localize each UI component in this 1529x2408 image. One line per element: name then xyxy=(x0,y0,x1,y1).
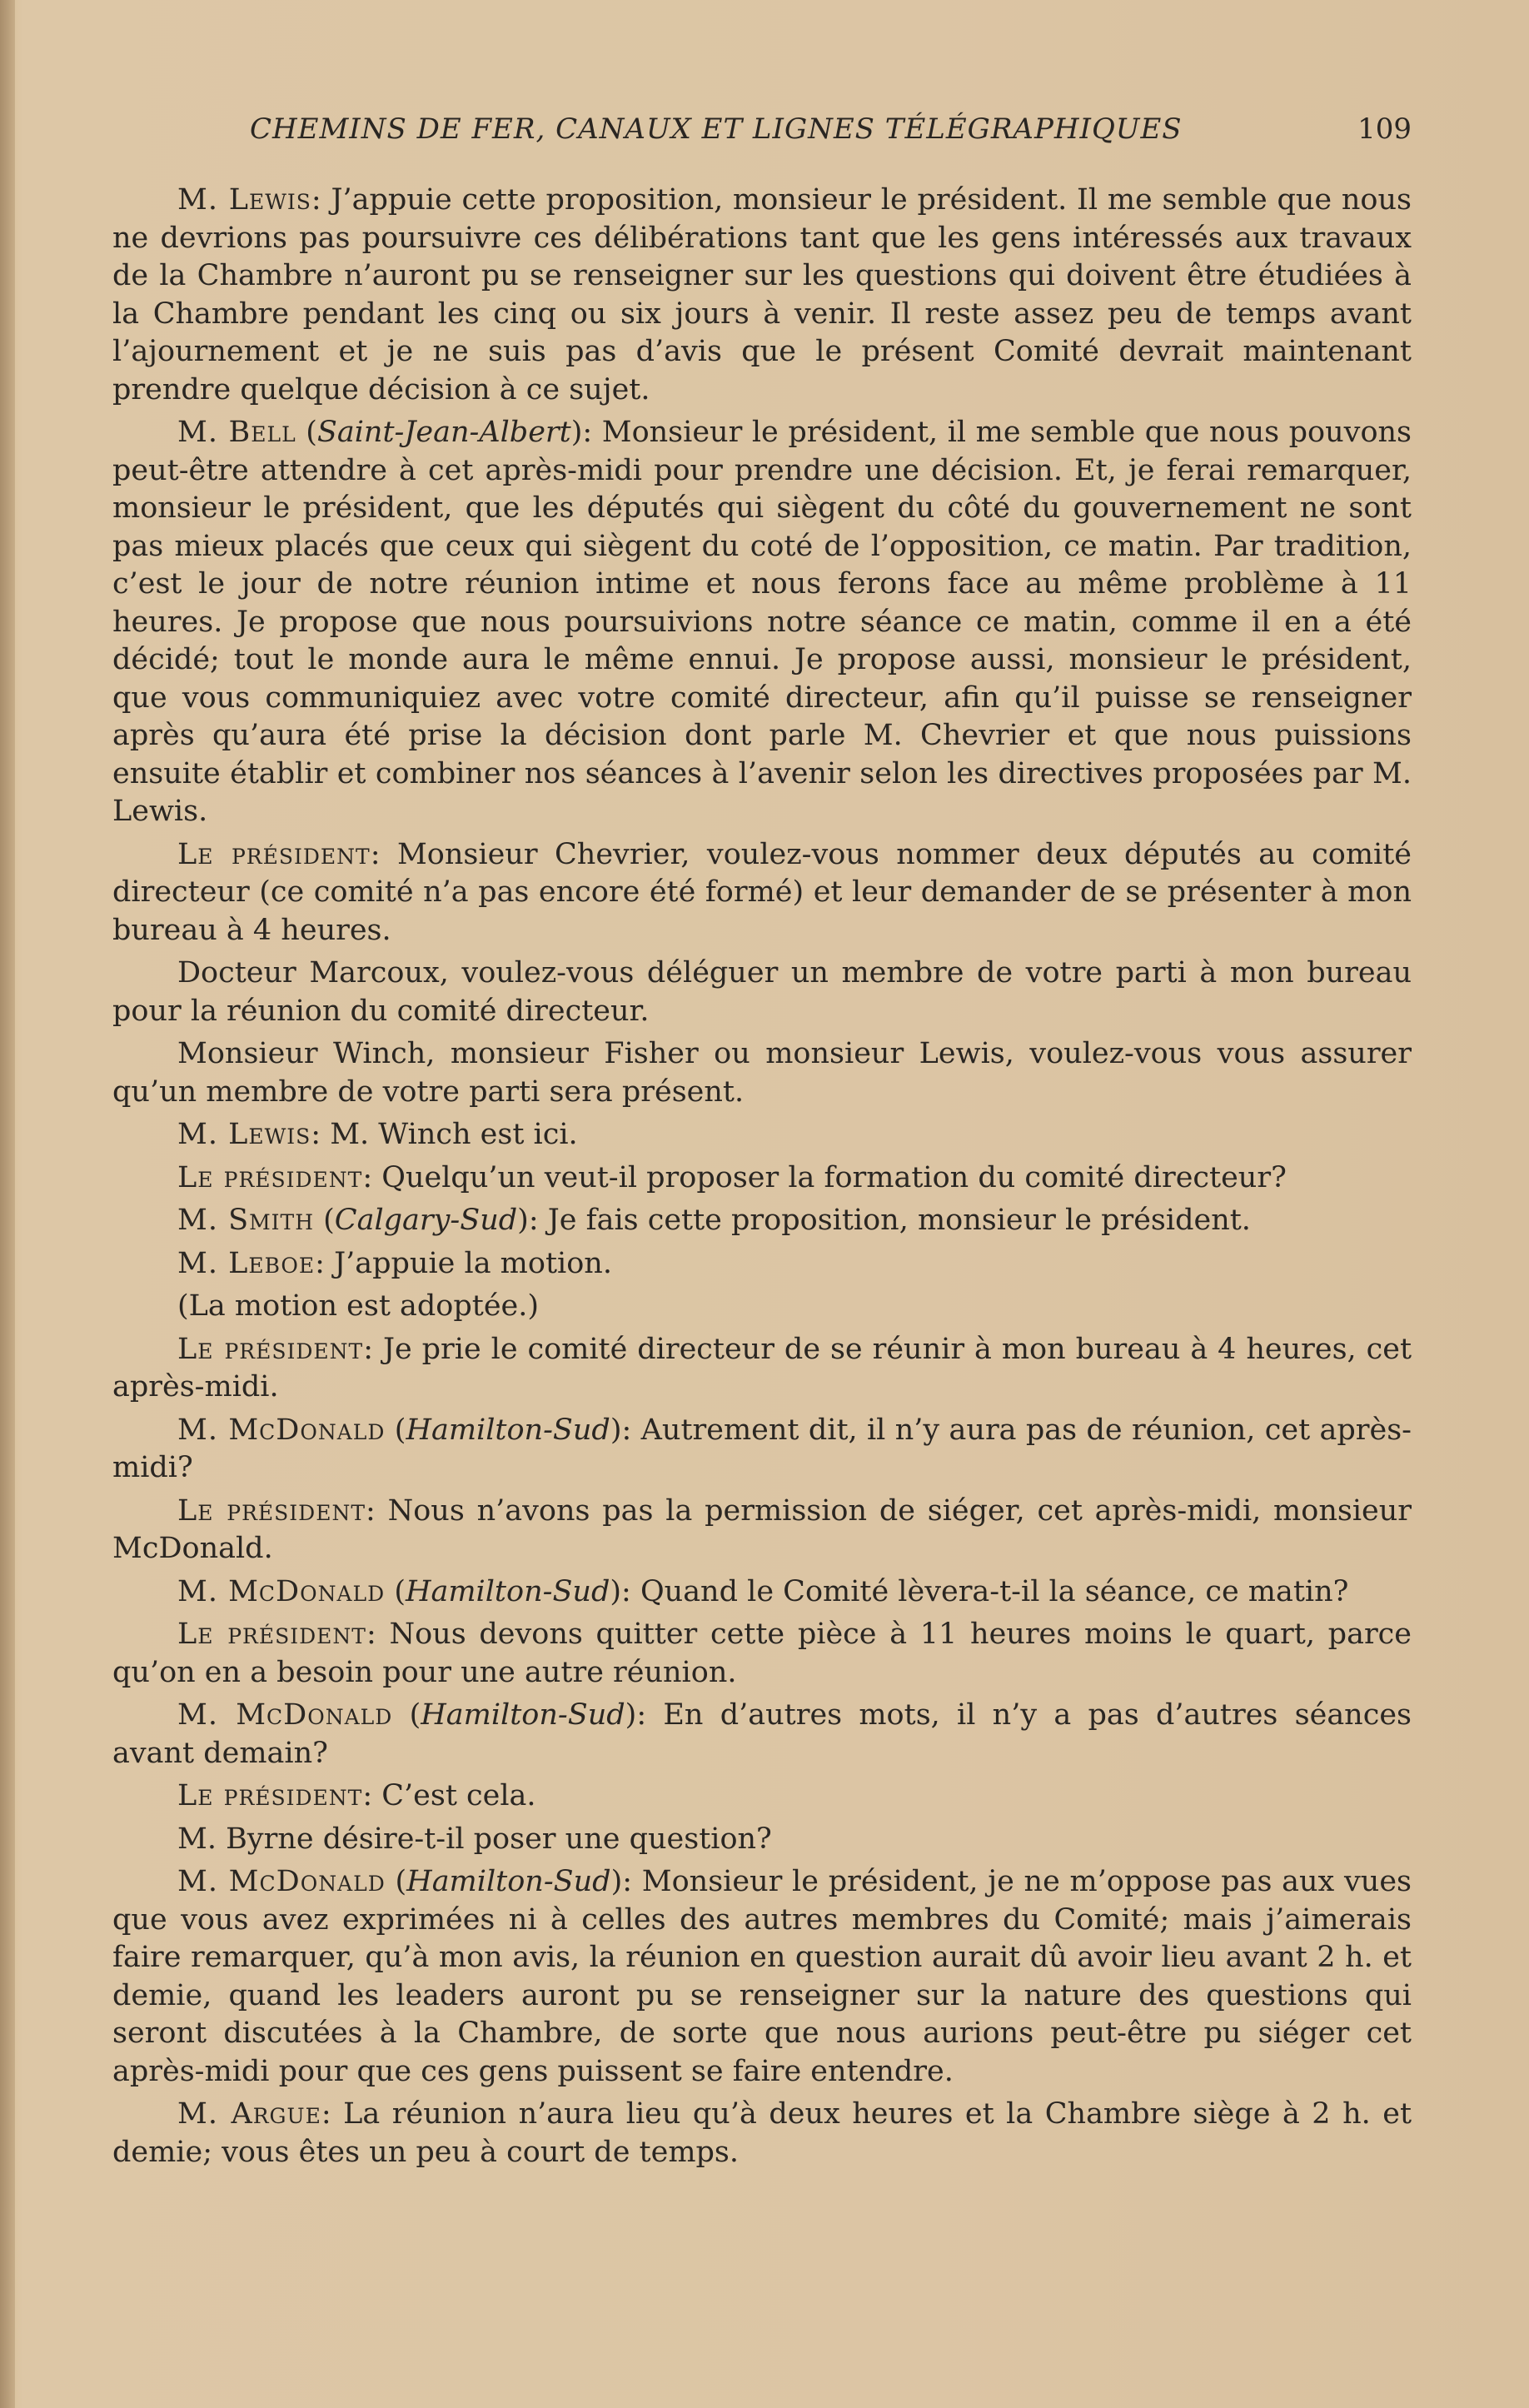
transcript-paragraph: Le président: C’est cela. xyxy=(177,1779,536,1812)
page-number: 109 xyxy=(1357,112,1412,146)
transcript-paragraph: M. Lewis: J’appuie cette proposition, monsieur le président. Il me semble que nous ne devrions pas poursuivre ces délibérations tant que les gens intéressés aux travaux de la Chambre n’auront pu se renseigner sur les questions qui doivent être étudiées à la Chambre pendant les cinq ou six jours à venir. Il reste assez peu de temps avant l’ajournement et je ne suis pas d’avis que le présent Comité devrait maintenant prendre quelque décision à ce sujet. xyxy=(112,183,1412,406)
transcript-paragraph xyxy=(112,1288,1412,1326)
speaker-name: M. McDonald xyxy=(177,1865,386,1898)
paragraph-text: M. Winch est ici. xyxy=(330,1118,578,1151)
transcript-paragraph xyxy=(112,1821,1412,1859)
paragraph-text: J’appuie la motion. xyxy=(334,1246,612,1280)
speaker-name: M. Smith xyxy=(177,1204,315,1237)
speaker-name: Le président xyxy=(177,1779,363,1812)
transcript-paragraph: Le président: Quelqu’un veut-il proposer la formation du comité directeur? xyxy=(177,1160,1287,1194)
paragraph-text: Monsieur le président, je ne m’oppose pas aux vues que vous avez exprimées ni à celles des autres membres du Comité; mais j’aimerais faire remarquer, qu’à mon avis, la réunion en question aurait dû avoir lieu avant 2 h. et demie, quand les leaders auront pu se renseigner sur la nature des questions qui seront discutées à la Chambre, de sorte que nous aurions peut-être pu siéger cet après-midi pour que ces gens puissent se faire entendre. xyxy=(112,1865,1412,2088)
paragraph-text: Nous devons quitter cette pièce à 11 heures moins le quart, parce qu’on en a besoin pour une autre réunion. xyxy=(112,1618,1412,1689)
paragraph-text: C’est cela. xyxy=(381,1779,536,1812)
transcript-paragraph: M. McDonald (Hamilton-Sud): Monsieur le président, je ne m’oppose pas aux vues que vous avez exprimées ni à celles des autres membres du Comité; mais j’aimerais faire remarquer, qu’à mon avis, la réunion en question aurait dû avoir lieu avant 2 h. et demie, quand les leaders auront pu se renseigner sur la nature des questions qui seront discutées à la Chambre, de sorte que nous aurions peut-être pu siéger cet après-midi pour que ces gens puissent se faire entendre. xyxy=(112,1865,1412,2088)
transcript-paragraph: M. Leboe: J’appuie la motion. xyxy=(177,1246,612,1280)
transcript-paragraph: M. Bell (Saint-Jean-Albert): Monsieur le président, il me semble que nous pouvons peut-être attendre à cet après-midi pour prendre une décision. Et, je ferai remarquer, monsieur le président, que les députés qui siègent du côté du gouvernement ne sont pas mieux placés que ceux qui siègent du coté de l’opposition, ce matin. Par tradition, c’est le jour de notre réunion intime et nous ferons face au même problème à 11 heures. Je propose que nous poursuivions notre séance ce matin, comme il en a été décidé; tout le monde aura le même ennui. Je propose aussi, monsieur le président, que vous communiquiez avec votre comité directeur, afin qu’il puisse se renseigner après qu’aura été prise la décision dont parle M. Chevrier et que nous puissions ensuite établir et combiner nos séances à l’avenir selon les directives proposées par M. Lewis. xyxy=(112,416,1412,828)
running-title: CHEMINS DE FER, CANAUX ET LIGNES TÉLÉGRAPHIQUES xyxy=(250,112,1183,146)
transcript-paragraph: M. McDonald (Hamilton-Sud): En d’autres mots, il n’y a pas d’autres séances avant demain? xyxy=(112,1698,1412,1770)
transcript-body xyxy=(112,182,1412,2176)
paragraph-text: Monsieur le président, il me semble que nous pouvons peut-être attendre à cet après-midi pour prendre une décision. Et, je ferai remarquer, monsieur le président, que les députés qui siègent du côté du gouvernement ne sont pas mieux placés que ceux qui siègent du coté de l’opposition, ce matin. Par tradition, c’est le jour de notre réunion intime et nous ferons face au même problème à 11 heures. Je propose que nous poursuivions notre séance ce matin, comme il en a été décidé; tout le monde aura le même ennui. Je propose aussi, monsieur le président, que vous communiquiez avec votre comité directeur, afin qu’il puisse se renseigner après qu’aura été prise la décision dont parle M. Chevrier et que nous puissions ensuite établir et combiner nos séances à l’avenir selon les directives proposées par M. Lewis. xyxy=(112,416,1412,828)
speaker-name: Le président xyxy=(177,1332,364,1366)
speaker-riding: Hamilton-Sud xyxy=(406,1865,611,1898)
page-binding-edge xyxy=(0,0,15,2408)
transcript-paragraph: M. McDonald (Hamilton-Sud): Quand le Comité lèvera-t-il la séance, ce matin? xyxy=(177,1574,1349,1608)
paragraph-text: Monsieur Winch, monsieur Fisher ou monsieur Lewis, voulez-vous vous assurer qu’un membre de votre parti sera présent. xyxy=(112,1037,1412,1109)
speaker-riding: Saint-Jean-Albert xyxy=(316,416,571,449)
paragraph-text: (La motion est adoptée.) xyxy=(177,1289,540,1323)
speaker-name: M. Leboe xyxy=(177,1246,316,1280)
speaker-name: Le président xyxy=(177,837,371,871)
transcript-paragraph: M. Smith (Calgary-Sud): Je fais cette proposition, monsieur le président. xyxy=(177,1204,1251,1237)
speaker-riding: Hamilton-Sud xyxy=(405,1574,610,1608)
paragraph-text: Je fais cette proposition, monsieur le président. xyxy=(547,1204,1251,1237)
transcript-paragraph xyxy=(112,955,1412,1030)
speaker-name: Le président xyxy=(177,1160,363,1194)
speaker-name: M. McDonald xyxy=(177,1413,386,1447)
speaker-name: M. Argue xyxy=(177,2097,321,2131)
paragraph-text: M. Byrne désire-t-il poser une question? xyxy=(177,1822,772,1856)
paragraph-text: En d’autres mots, il n’y a pas d’autres séances avant demain? xyxy=(112,1698,1412,1770)
speaker-name: Le président xyxy=(177,1493,366,1528)
speaker-riding: Calgary-Sud xyxy=(334,1204,518,1237)
transcript-paragraph xyxy=(112,1035,1412,1111)
transcript-paragraph: Le président: Monsieur Chevrier, voulez-vous nommer deux députés au comité directeur (ce comité n’a pas encore été formé) et leur demander de se présenter à mon bureau à 4 heures. xyxy=(112,837,1412,947)
paragraph-text: Monsieur Chevrier, voulez-vous nommer deux députés au comité directeur (ce comité n’a pas encore été formé) et leur demander de se présenter à mon bureau à 4 heures. xyxy=(112,837,1412,947)
transcript-paragraph: M. Argue: La réunion n’aura lieu qu’à deux heures et la Chambre siège à 2 h. et demie; vous êtes un peu à court de temps. xyxy=(112,2097,1412,2169)
transcript-paragraph: M. McDonald (Hamilton-Sud): Autrement dit, il n’y aura pas de réunion, cet après-midi? xyxy=(112,1413,1412,1484)
paragraph-text: Nous n’avons pas la permission de siéger, cet après-midi, monsieur McDonald. xyxy=(112,1493,1412,1565)
paragraph-text: Autrement dit, il n’y aura pas de réunion, cet après-midi? xyxy=(112,1413,1412,1484)
paragraph-text: Docteur Marcoux, voulez-vous déléguer un membre de votre parti à mon bureau pour la réunion du comité directeur. xyxy=(112,956,1412,1028)
speaker-riding: Hamilton-Sud xyxy=(421,1698,625,1732)
speaker-name: M. Lewis xyxy=(177,1118,311,1151)
transcript-paragraph: Le président: Nous devons quitter cette pièce à 11 heures moins le quart, parce qu’on en a besoin pour une autre réunion. xyxy=(112,1618,1412,1689)
speaker-name: M. Lewis xyxy=(177,183,311,217)
transcript-paragraph: Le président: Je prie le comité directeur de se réunir à mon bureau à 4 heures, cet après-midi. xyxy=(112,1332,1412,1403)
transcript-paragraph: M. Lewis: M. Winch est ici. xyxy=(177,1118,578,1151)
speaker-riding: Hamilton-Sud xyxy=(406,1413,610,1447)
paragraph-text: Je prie le comité directeur de se réunir à mon bureau à 4 heures, cet après-midi. xyxy=(112,1332,1412,1403)
page-header xyxy=(112,112,1412,154)
paragraph-text: Quelqu’un veut-il proposer la formation du comité directeur? xyxy=(381,1160,1287,1194)
speaker-name: M. Bell xyxy=(177,416,296,449)
transcript-paragraph: Le président: Nous n’avons pas la permission de siéger, cet après-midi, monsieur McDonald. xyxy=(112,1493,1412,1565)
paragraph-text: J’appuie cette proposition, monsieur le président. Il me semble que nous ne devrions pas poursuivre ces délibérations tant que les gens intéressés aux travaux de la Chambre n’auront pu se renseigner sur les questions qui doivent être étudiées à la Chambre pendant les cinq ou six jours à venir. Il reste assez peu de temps avant l’ajournement et je ne suis pas d’avis que le présent Comité devrait maintenant prendre quelque décision à ce sujet. xyxy=(112,183,1412,406)
speaker-name: M. McDonald xyxy=(177,1574,386,1608)
speaker-name: Le président xyxy=(177,1618,366,1651)
speaker-name: M. McDonald xyxy=(177,1698,393,1732)
paragraph-text: La réunion n’aura lieu qu’à deux heures et la Chambre siège à 2 h. et demie; vous êtes un peu à court de temps. xyxy=(112,2097,1412,2169)
paragraph-text: Quand le Comité lèvera-t-il la séance, ce matin? xyxy=(640,1574,1349,1608)
